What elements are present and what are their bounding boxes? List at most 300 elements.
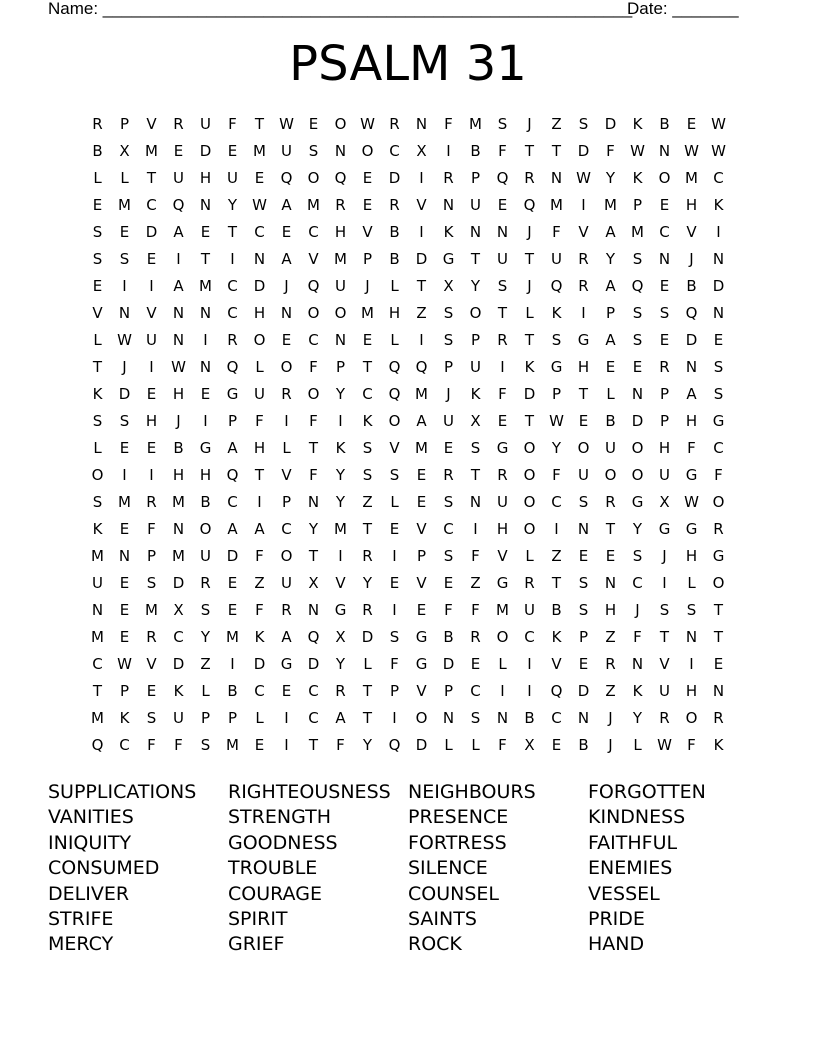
grid-letter: E	[713, 655, 724, 673]
grid-row	[84, 222, 744, 249]
grid-letter: F	[255, 547, 264, 565]
grid-letter: A	[605, 223, 616, 241]
grid-letter: A	[173, 223, 184, 241]
grid-letter: E	[119, 223, 130, 241]
grid-letter: I	[149, 466, 154, 484]
grid-letter: D	[631, 412, 644, 430]
grid-letter: G	[280, 655, 293, 673]
grid-letter: Y	[632, 520, 643, 538]
word-bank-item: FORGOTTEN	[588, 781, 706, 803]
grid-letter: O	[523, 439, 536, 457]
grid-letter: I	[500, 358, 505, 376]
grid-letter: W	[711, 115, 726, 133]
grid-letter: D	[172, 655, 185, 673]
grid-letter: R	[92, 115, 103, 133]
grid-letter: U	[605, 439, 616, 457]
grid-row	[84, 735, 744, 762]
grid-row	[84, 492, 744, 519]
grid-letter: A	[281, 628, 292, 646]
grid-letter: E	[281, 331, 292, 349]
grid-letter: T	[92, 682, 103, 700]
grid-letter: A	[281, 250, 292, 268]
grid-letter: I	[176, 250, 181, 268]
grid-letter: G	[631, 493, 644, 511]
grid-letter: U	[497, 493, 508, 511]
grid-letter: N	[496, 709, 509, 727]
grid-letter: F	[606, 142, 615, 160]
grid-letter: M	[145, 142, 158, 160]
grid-letter: R	[497, 331, 508, 349]
grid-letter: Y	[632, 709, 643, 727]
grid-letter: S	[362, 466, 373, 484]
grid-letter: C	[551, 493, 562, 511]
grid-letter: Q	[388, 385, 401, 403]
grid-letter: R	[227, 331, 238, 349]
grid-letter: D	[253, 277, 266, 295]
grid-letter: M	[415, 385, 428, 403]
grid-letter: F	[255, 601, 264, 619]
grid-letter: V	[92, 304, 103, 322]
grid-letter: O	[388, 412, 401, 430]
grid-letter: T	[227, 223, 238, 241]
grid-letter: E	[416, 466, 427, 484]
word-bank-item: SPIRIT	[228, 907, 288, 930]
grid-letter: I	[122, 466, 127, 484]
grid-letter: K	[524, 358, 535, 376]
grid-letter: F	[309, 466, 318, 484]
grid-letter: C	[92, 655, 103, 673]
grid-letter: F	[471, 547, 480, 565]
grid-letter: M	[91, 628, 104, 646]
grid-letter: H	[388, 304, 401, 322]
grid-letter: E	[119, 601, 130, 619]
grid-letter: K	[92, 520, 103, 538]
grid-letter: T	[254, 115, 265, 133]
grid-letter: D	[118, 385, 131, 403]
grid-letter: C	[173, 628, 184, 646]
grid-letter: M	[307, 196, 320, 214]
grid-letter: C	[254, 223, 265, 241]
grid-letter: S	[632, 547, 643, 565]
grid-letter: I	[230, 655, 235, 673]
grid-letter: E	[200, 385, 211, 403]
grid-letter: U	[173, 169, 184, 187]
grid-letter: R	[200, 574, 211, 592]
grid-letter: C	[254, 682, 265, 700]
grid-letter: P	[227, 412, 238, 430]
grid-letter: E	[389, 520, 400, 538]
grid-letter: O	[307, 169, 320, 187]
grid-letter: K	[119, 709, 130, 727]
grid-letter: N	[307, 493, 320, 511]
word-bank-item: SUPPLICATIONS	[48, 781, 197, 803]
grid-letter: S	[443, 304, 454, 322]
grid-letter: Q	[307, 277, 320, 295]
grid-letter: R	[389, 115, 400, 133]
grid-letter: X	[173, 601, 184, 619]
grid-letter: W	[684, 142, 699, 160]
grid-letter: I	[419, 169, 424, 187]
grid-letter: E	[605, 547, 616, 565]
grid-letter: J	[608, 709, 613, 727]
grid-letter: T	[470, 466, 481, 484]
grid-letter: C	[308, 709, 319, 727]
grid-letter: D	[388, 169, 401, 187]
grid-letter: J	[122, 358, 127, 376]
grid-letter: B	[524, 709, 535, 727]
grid-letter: J	[284, 277, 289, 295]
grid-letter: D	[361, 628, 374, 646]
grid-letter: B	[470, 142, 481, 160]
grid-letter: T	[92, 358, 103, 376]
grid-letter: U	[470, 196, 481, 214]
grid-letter: U	[254, 385, 265, 403]
grid-letter: M	[172, 493, 185, 511]
word-bank	[48, 780, 768, 958]
grid-letter: N	[199, 196, 212, 214]
grid-letter: C	[281, 520, 292, 538]
grid-letter: I	[581, 196, 586, 214]
grid-letter: T	[254, 466, 265, 484]
grid-letter: P	[362, 250, 373, 268]
grid-letter: I	[527, 682, 532, 700]
grid-letter: Y	[227, 196, 238, 214]
grid-letter: E	[578, 412, 589, 430]
grid-letter: S	[146, 574, 157, 592]
grid-letter: U	[551, 250, 562, 268]
grid-letter: E	[389, 574, 400, 592]
grid-letter: I	[149, 358, 154, 376]
grid-letter: Z	[416, 304, 427, 322]
grid-letter: B	[659, 115, 670, 133]
grid-row	[84, 519, 744, 546]
grid-letter: N	[604, 574, 617, 592]
grid-letter: M	[226, 628, 239, 646]
grid-letter: F	[390, 655, 399, 673]
grid-letter: I	[419, 331, 424, 349]
grid-letter: T	[362, 520, 373, 538]
word-bank-item: HAND	[588, 933, 645, 956]
grid-letter: U	[281, 574, 292, 592]
grid-letter: S	[578, 601, 589, 619]
grid-letter: R	[713, 520, 724, 538]
grid-letter: E	[605, 358, 616, 376]
grid-letter: Y	[335, 655, 346, 673]
grid-letter: B	[389, 250, 400, 268]
grid-letter: U	[173, 709, 184, 727]
grid-letter: R	[578, 277, 589, 295]
grid-letter: Y	[605, 169, 616, 187]
grid-letter: U	[497, 250, 508, 268]
grid-row	[84, 249, 744, 276]
grid-row	[84, 357, 744, 384]
grid-letter: S	[443, 331, 454, 349]
grid-letter: T	[524, 250, 535, 268]
grid-letter: G	[550, 358, 563, 376]
word-bank-item: NEIGHBOURS	[408, 781, 536, 803]
grid-letter: C	[227, 493, 238, 511]
grid-letter: N	[442, 196, 455, 214]
grid-letter: Q	[415, 358, 428, 376]
grid-letter: I	[284, 736, 289, 754]
grid-letter: C	[362, 385, 373, 403]
grid-letter: I	[284, 709, 289, 727]
grid-row	[84, 384, 744, 411]
grid-letter: B	[686, 277, 697, 295]
grid-letter: S	[92, 250, 103, 268]
grid-letter: S	[578, 574, 589, 592]
grid-letter: D	[226, 547, 239, 565]
word-bank-item: GRIEF	[228, 933, 285, 956]
grid-letter: Y	[551, 439, 562, 457]
grid-letter: I	[554, 520, 559, 538]
grid-letter: O	[334, 304, 347, 322]
grid-letter: E	[227, 601, 238, 619]
grid-letter: I	[338, 412, 343, 430]
grid-letter: M	[604, 196, 617, 214]
grid-letter: C	[713, 169, 724, 187]
grid-letter: S	[551, 331, 562, 349]
grid-letter: X	[416, 142, 427, 160]
grid-letter: W	[117, 331, 132, 349]
grid-letter: E	[470, 655, 481, 673]
grid-letter: M	[253, 142, 266, 160]
grid-letter: Z	[254, 574, 265, 592]
grid-letter: E	[578, 547, 589, 565]
grid-letter: T	[524, 331, 535, 349]
grid-letter: D	[145, 223, 158, 241]
grid-letter: O	[280, 358, 293, 376]
grid-letter: U	[578, 466, 589, 484]
grid-letter: S	[578, 115, 589, 133]
grid-letter: C	[389, 142, 400, 160]
grid-letter: L	[93, 169, 102, 187]
grid-letter: L	[525, 304, 534, 322]
grid-row	[84, 303, 744, 330]
grid-letter: N	[685, 628, 698, 646]
grid-letter: S	[632, 250, 643, 268]
grid-letter: D	[604, 115, 617, 133]
name-field-line: Name: ________________________________________________________	[48, 0, 633, 18]
grid-letter: G	[712, 547, 725, 565]
word-bank-item: COURAGE	[228, 882, 322, 905]
grid-letter: K	[173, 682, 184, 700]
grid-letter: R	[173, 115, 184, 133]
grid-letter: R	[362, 547, 373, 565]
grid-row	[84, 600, 744, 627]
grid-letter: R	[497, 466, 508, 484]
grid-letter: U	[470, 358, 481, 376]
grid-letter: H	[172, 385, 185, 403]
grid-letter: K	[551, 628, 562, 646]
word-bank-item: KINDNESS	[588, 806, 686, 829]
grid-letter: G	[415, 628, 428, 646]
grid-letter: R	[146, 493, 157, 511]
grid-letter: F	[471, 601, 480, 619]
grid-letter: U	[200, 547, 211, 565]
grid-letter: W	[630, 142, 645, 160]
grid-letter: Q	[631, 277, 644, 295]
grid-letter: T	[578, 385, 589, 403]
grid-letter: N	[658, 250, 671, 268]
grid-letter: F	[714, 466, 723, 484]
word-bank-item: FAITHFUL	[588, 831, 678, 854]
grid-letter: V	[281, 466, 292, 484]
grid-letter: U	[281, 142, 292, 160]
grid-letter: B	[578, 736, 589, 754]
word-bank-item: SILENCE	[408, 857, 488, 880]
grid-letter: L	[498, 655, 507, 673]
grid-letter: N	[172, 331, 185, 349]
grid-letter: I	[257, 493, 262, 511]
grid-letter: N	[334, 331, 347, 349]
grid-letter: S	[308, 142, 319, 160]
grid-letter: S	[92, 493, 103, 511]
grid-letter: N	[550, 169, 563, 187]
grid-letter: W	[684, 493, 699, 511]
grid-letter: G	[334, 601, 347, 619]
grid-letter: M	[118, 196, 131, 214]
grid-letter: P	[146, 547, 157, 565]
grid-letter: J	[527, 115, 532, 133]
grid-letter: F	[687, 439, 696, 457]
grid-letter: D	[415, 250, 428, 268]
grid-letter: E	[146, 682, 157, 700]
grid-letter: M	[334, 250, 347, 268]
grid-letter: J	[176, 412, 181, 430]
grid-letter: T	[362, 682, 373, 700]
grid-letter: T	[362, 358, 373, 376]
grid-letter: F	[255, 412, 264, 430]
date-field-line: Date: _______	[627, 0, 739, 18]
grid-letter: G	[685, 466, 698, 484]
grid-letter: T	[551, 142, 562, 160]
grid-letter: V	[659, 655, 670, 673]
grid-letter: Y	[362, 736, 373, 754]
grid-letter: I	[689, 655, 694, 673]
grid-letter: S	[92, 223, 103, 241]
grid-letter: E	[119, 574, 130, 592]
grid-letter: E	[92, 277, 103, 295]
grid-letter: W	[279, 115, 294, 133]
grid-letter: F	[687, 736, 696, 754]
grid-letter: F	[444, 115, 453, 133]
grid-letter: O	[307, 304, 320, 322]
grid-letter: E	[443, 574, 454, 592]
grid-letter: N	[469, 223, 482, 241]
grid-letter: S	[686, 601, 697, 619]
grid-letter: L	[471, 736, 480, 754]
grid-letter: D	[577, 142, 590, 160]
grid-letter: F	[228, 115, 237, 133]
grid-letter: P	[605, 304, 616, 322]
letter-grid	[84, 114, 744, 762]
grid-letter: E	[119, 439, 130, 457]
grid-letter: H	[172, 466, 185, 484]
grid-letter: P	[443, 682, 454, 700]
grid-letter: O	[577, 439, 590, 457]
grid-letter: U	[227, 169, 238, 187]
grid-letter: F	[147, 520, 156, 538]
grid-letter: C	[308, 682, 319, 700]
grid-letter: P	[119, 115, 130, 133]
grid-letter: E	[281, 682, 292, 700]
grid-letter: O	[415, 709, 428, 727]
grid-letter: L	[120, 169, 129, 187]
grid-letter: O	[253, 331, 266, 349]
grid-letter: G	[199, 439, 212, 457]
grid-letter: Y	[335, 493, 346, 511]
grid-letter: S	[146, 709, 157, 727]
grid-letter: M	[145, 601, 158, 619]
grid-letter: P	[443, 358, 454, 376]
grid-letter: I	[446, 142, 451, 160]
grid-letter: L	[255, 358, 264, 376]
grid-letter: E	[119, 520, 130, 538]
grid-letter: O	[523, 466, 536, 484]
grid-letter: A	[173, 277, 184, 295]
grid-letter: E	[659, 331, 670, 349]
grid-letter: K	[362, 412, 373, 430]
grid-letter: Z	[362, 493, 373, 511]
grid-letter: I	[581, 304, 586, 322]
grid-letter: T	[200, 250, 211, 268]
grid-letter: E	[659, 277, 670, 295]
grid-row	[84, 627, 744, 654]
grid-letter: T	[416, 277, 427, 295]
grid-letter: S	[443, 547, 454, 565]
grid-letter: X	[443, 277, 454, 295]
grid-letter: T	[308, 547, 319, 565]
grid-letter: J	[689, 250, 694, 268]
grid-letter: N	[712, 304, 725, 322]
grid-letter: E	[146, 250, 157, 268]
word-bank-item: STRENGTH	[228, 806, 332, 829]
grid-letter: A	[227, 520, 238, 538]
grid-letter: P	[227, 709, 238, 727]
grid-letter: V	[686, 223, 697, 241]
grid-letter: O	[712, 493, 725, 511]
grid-letter: K	[470, 385, 481, 403]
grid-row	[84, 681, 744, 708]
grid-letter: I	[392, 547, 397, 565]
grid-letter: N	[415, 115, 428, 133]
grid-row	[84, 438, 744, 465]
grid-letter: R	[605, 655, 616, 673]
grid-letter: U	[524, 601, 535, 619]
grid-letter: R	[713, 709, 724, 727]
grid-letter: R	[281, 601, 292, 619]
grid-letter: I	[203, 412, 208, 430]
grid-letter: Q	[550, 277, 563, 295]
grid-letter: F	[147, 736, 156, 754]
grid-letter: D	[172, 574, 185, 592]
grid-letter: L	[93, 331, 102, 349]
grid-letter: N	[118, 547, 131, 565]
grid-letter: G	[496, 439, 509, 457]
grid-letter: F	[552, 223, 561, 241]
grid-letter: A	[254, 520, 265, 538]
grid-letter: U	[659, 682, 670, 700]
word-bank-item: COUNSEL	[408, 882, 499, 905]
grid-letter: T	[659, 628, 670, 646]
word-bank-item: STRIFE	[48, 907, 114, 930]
grid-letter: S	[92, 412, 103, 430]
word-bank-item: DELIVER	[48, 882, 130, 905]
grid-letter: S	[632, 304, 643, 322]
grid-letter: Y	[200, 628, 211, 646]
grid-letter: R	[659, 358, 670, 376]
